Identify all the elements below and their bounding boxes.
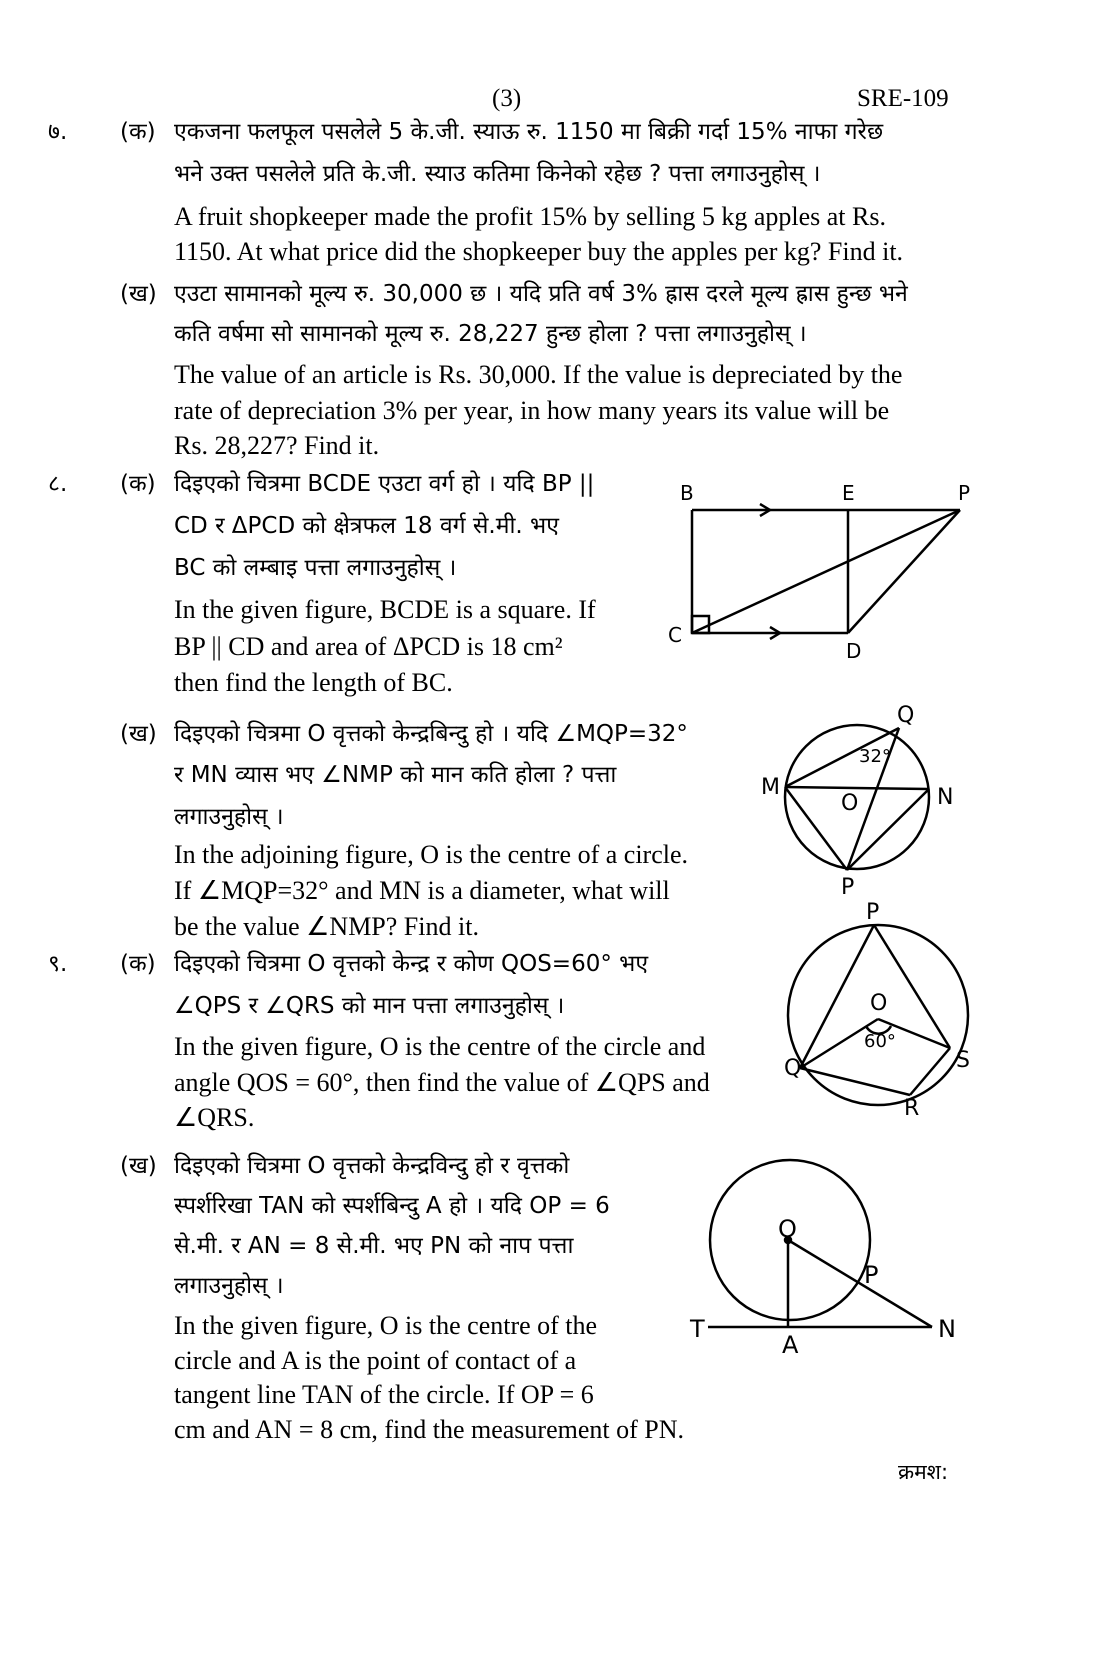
- question-text-en: A fruit shopkeeper made the profit 15% by selling 5 kg apples at Rs.: [174, 202, 886, 231]
- label-o: O: [870, 991, 888, 1016]
- label-a: A: [782, 1331, 799, 1359]
- question-text-np: दिइएको चित्रमा O वृत्तको केन्द्र र कोण QOS=60° भए: [174, 951, 649, 977]
- part-label: (क): [120, 471, 156, 497]
- question-text-en: angle QOS = 60°, then find the value of ∠QPS and: [174, 1068, 710, 1097]
- question-text-np: र MN व्यास भए ∠NMP को मान कति होला ? पत्ता: [174, 762, 617, 788]
- label-t: T: [690, 1315, 705, 1343]
- question-text-np: कति वर्षमा सो सामानको मूल्य रु. 28,227 हुन्छ होला ? पत्ता लगाउनुहोस् ।: [174, 321, 807, 347]
- continued-marker: क्रमश:: [898, 1460, 949, 1484]
- paper-code: SRE-109: [857, 85, 949, 112]
- question-text-en: If ∠MQP=32° and MN is a diameter, what will: [174, 876, 670, 905]
- label-p: P: [866, 900, 880, 925]
- question-text-en: tangent line TAN of the circle. If OP = 6: [174, 1380, 594, 1409]
- question-text-en: cm and AN = 8 cm, find the measurement of PN.: [174, 1415, 684, 1444]
- question-number-7: ७.: [48, 119, 68, 145]
- question-text-en: In the adjoining figure, O is the centre of a circle.: [174, 840, 689, 869]
- question-text-en: In the given figure, BCDE is a square. If: [174, 595, 596, 624]
- label-p: P: [958, 481, 971, 505]
- label-r: R: [904, 1096, 920, 1121]
- question-text-en: be the value ∠NMP? Find it.: [174, 912, 479, 941]
- question-text-en: 1150. At what price did the shopkeeper buy the apples per kg? Find it.: [174, 237, 904, 266]
- question-text-np: दिइएको चित्रमा O वृत्तको केन्द्रविन्दु हो र वृत्तको: [174, 1153, 570, 1179]
- question-text-np: स्पर्शरिखा TAN को स्पर्शबिन्दु A हो । यदि OP = 6: [174, 1193, 610, 1219]
- circle-angle-figure: [770, 895, 990, 1125]
- question-text-np: एउटा सामानको मूल्य रु. 30,000 छ । यदि प्रति वर्ष 3% ह्रास दरले मूल्य ह्रास हुन्छ भने: [174, 281, 908, 307]
- angle-label: 32°: [859, 746, 891, 767]
- question-text-np: से.मी. र AN = 8 से.मी. भए PN को नाप पत्ता: [174, 1233, 574, 1259]
- question-text-np: लगाउनुहोस् ।: [174, 1273, 284, 1299]
- question-text-np: दिइएको चित्रमा BCDE एउटा वर्ग हो । यदि BP ||: [174, 471, 595, 497]
- label-e: E: [842, 481, 855, 505]
- label-s: S: [956, 1048, 970, 1073]
- question-text-np: ∠QPS र ∠QRS को मान पत्ता लगाउनुहोस् ।: [174, 993, 565, 1019]
- question-text-en: In the given figure, O is the centre of the circle and: [174, 1032, 706, 1061]
- question-text-en: The value of an article is Rs. 30,000. If the value is depreciated by the: [174, 360, 903, 389]
- part-label: (ख): [120, 721, 157, 747]
- page-number: (3): [492, 85, 522, 112]
- question-text-en: circle and A is the point of contact of a: [174, 1346, 577, 1375]
- question-text-en: In the given figure, O is the centre of the: [174, 1311, 598, 1340]
- label-n: N: [938, 1315, 956, 1343]
- label-b: B: [680, 481, 694, 505]
- part-label: (क): [120, 951, 156, 977]
- label-n: N: [937, 785, 954, 810]
- question-number-9: ९.: [48, 951, 68, 977]
- part-label: (ख): [120, 281, 157, 307]
- question-text-np: BC को लम्बाइ पत्ता लगाउनुहोस् ।: [174, 555, 457, 581]
- part-label: (ख): [120, 1153, 157, 1179]
- question-text-en: then find the length of BC.: [174, 668, 453, 697]
- square-figure: [660, 478, 980, 668]
- label-o: O: [778, 1215, 797, 1243]
- question-text-en: ∠QRS.: [174, 1103, 255, 1132]
- question-text-en: BP || CD and area of ΔPCD is 18 cm²: [174, 632, 563, 661]
- label-o: O: [841, 791, 859, 816]
- label-c: C: [668, 623, 682, 647]
- question-text-np: भने उक्त पसलेले प्रति के.जी. स्याउ कतिमा किनेको रहेछ ? पत्ता लगाउनुहोस् ।: [174, 161, 821, 187]
- question-text-np: एकजना फलफूल पसलेले 5 के.जी. स्याऊ रु. 1150 मा बिक्री गर्दा 15% नाफा गरेछ: [174, 119, 884, 145]
- question-number-8: ८.: [48, 471, 68, 497]
- part-label: (क): [120, 119, 156, 145]
- label-q: Q: [784, 1056, 802, 1081]
- label-m: M: [761, 775, 780, 800]
- question-text-np: दिइएको चित्रमा O वृत्तको केन्द्रबिन्दु हो । यदि ∠MQP=32°: [174, 721, 688, 747]
- angle-label: 60°: [864, 1031, 896, 1052]
- label-p: P: [864, 1261, 879, 1289]
- question-text-np: लगाउनुहोस् ।: [174, 804, 284, 830]
- circle-diameter-figure: [755, 700, 975, 900]
- label-p: P: [841, 875, 855, 900]
- question-text-np: CD र ΔPCD को क्षेत्रफल 18 वर्ग से.मी. भए: [174, 513, 559, 539]
- question-text-en: Rs. 28,227? Find it.: [174, 431, 380, 460]
- tangent-figure: [680, 1145, 980, 1360]
- label-d: D: [846, 639, 862, 663]
- label-q: Q: [897, 703, 915, 728]
- question-text-en: rate of depreciation 3% per year, in how many years its value will be: [174, 396, 890, 425]
